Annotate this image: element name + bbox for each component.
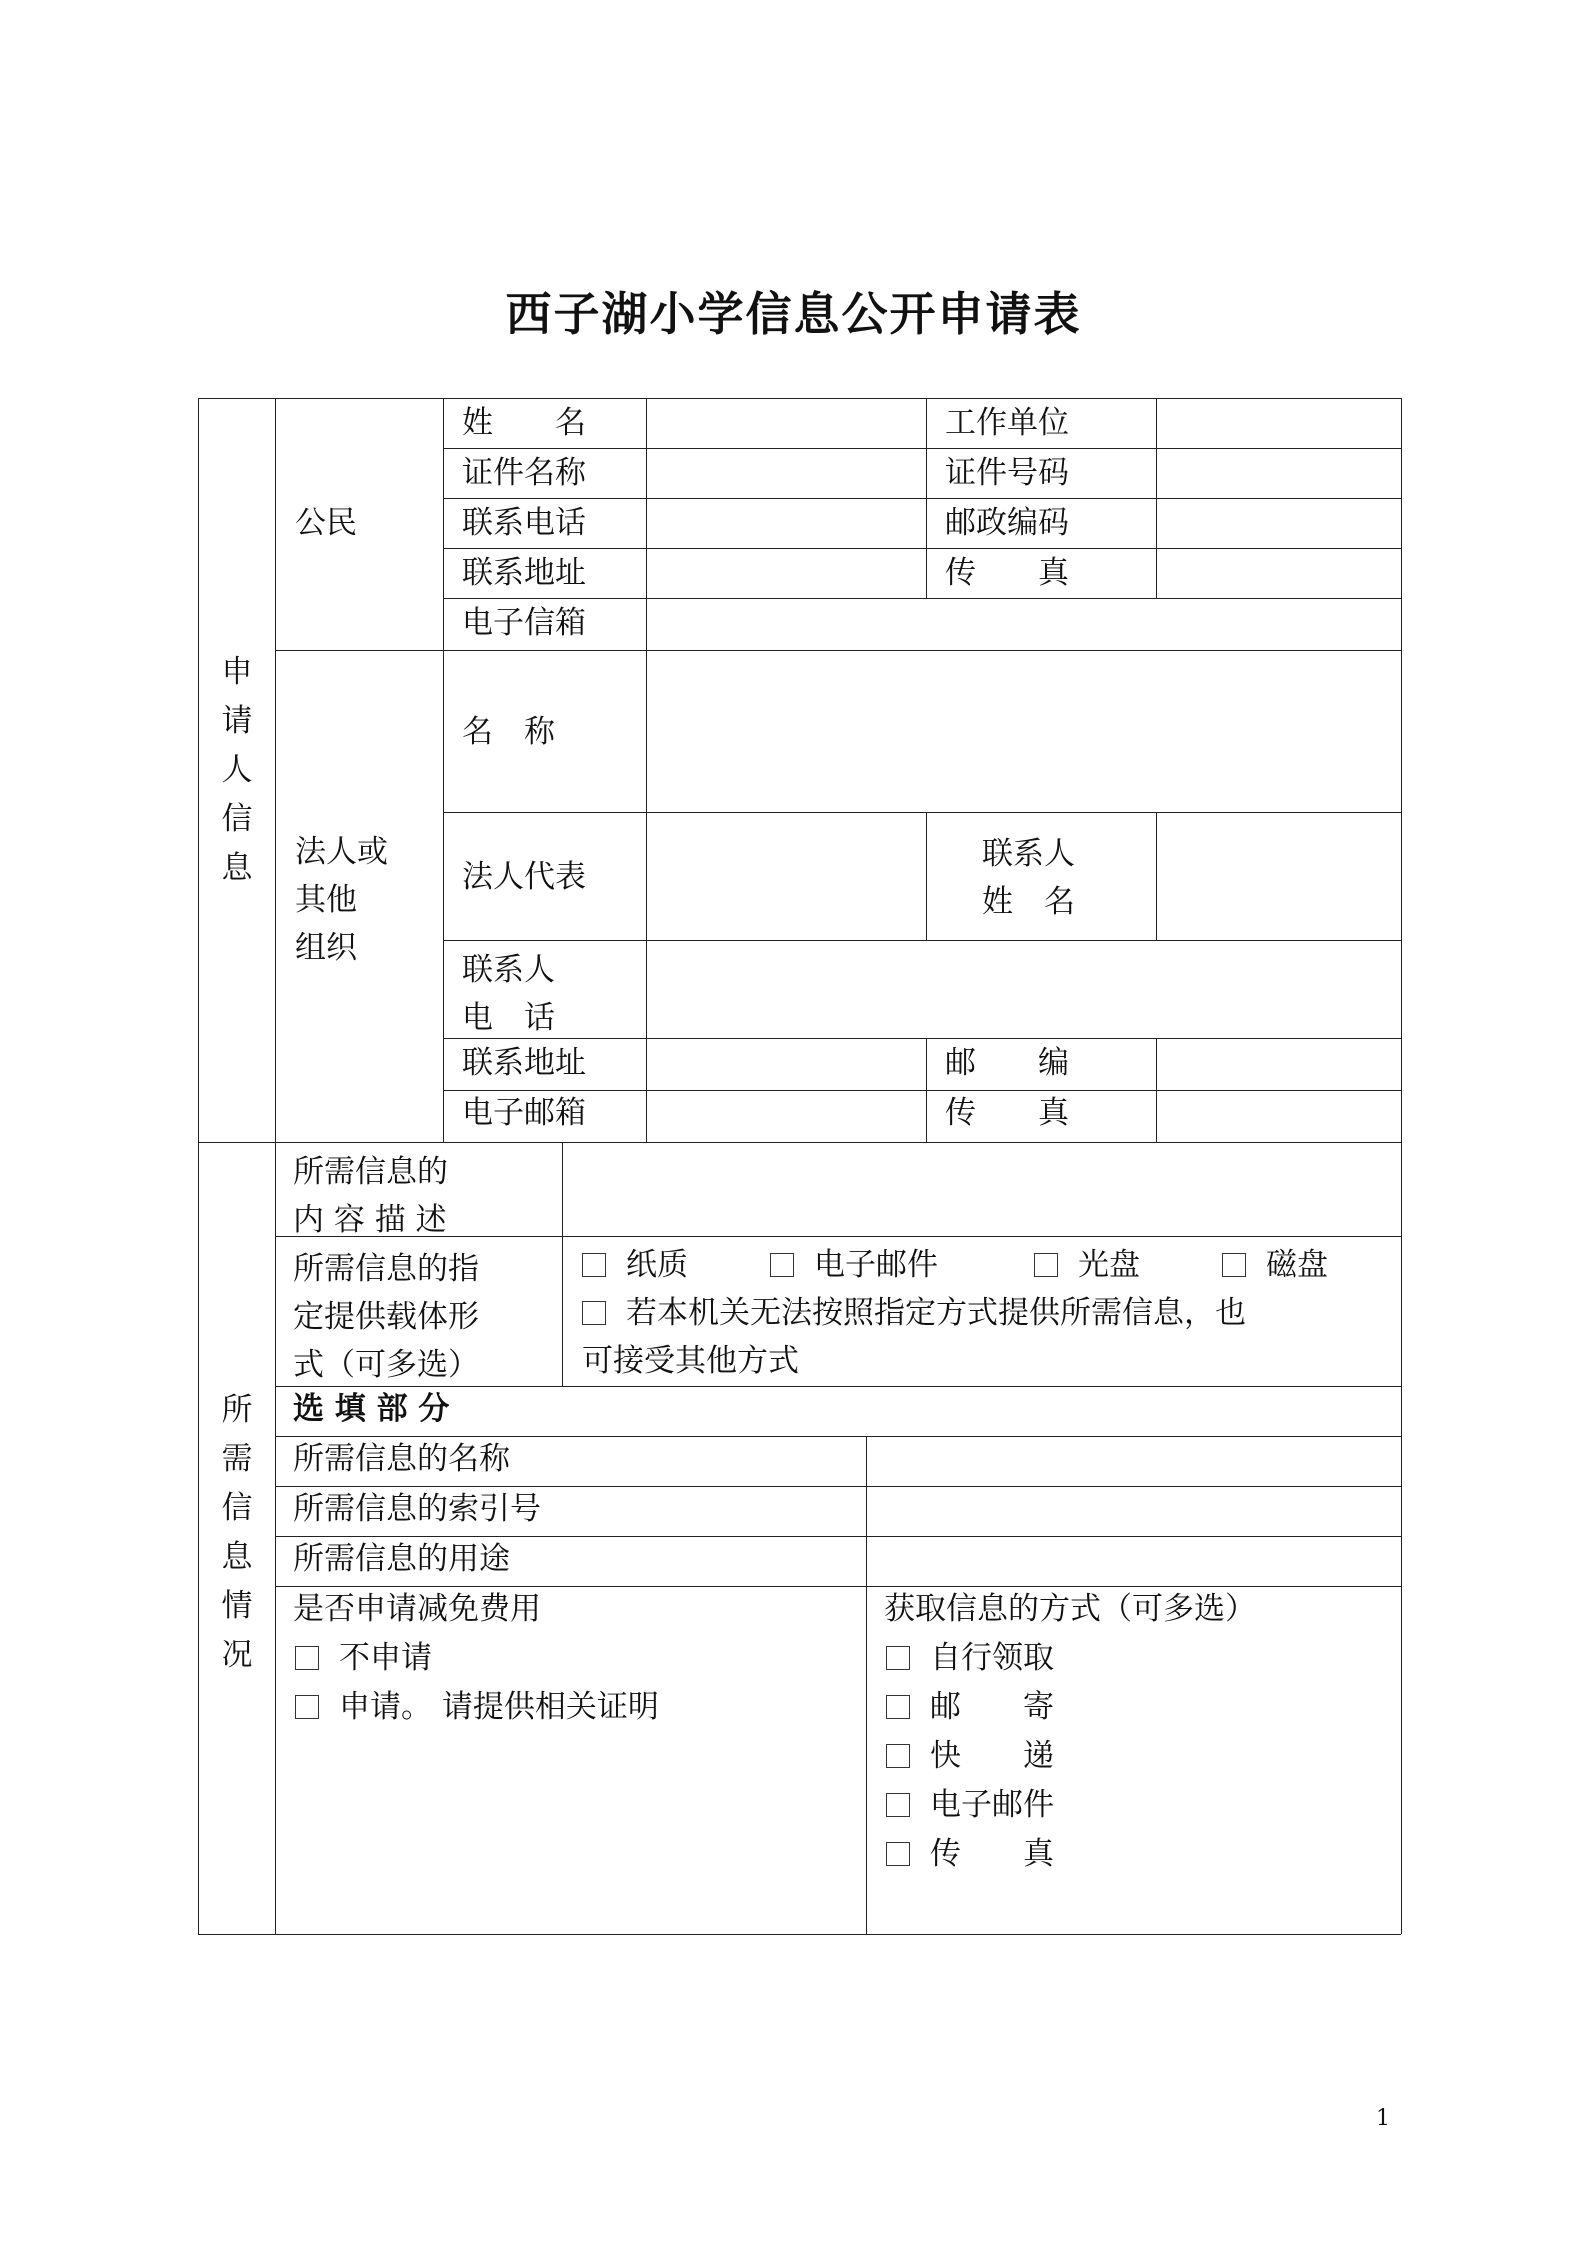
carrier-alternative-line2: 可接受其他方式 (582, 1343, 799, 1379)
fee-option-no[interactable]: 不申请 (295, 1643, 432, 1674)
info-purpose-label: 所需信息的用途 (293, 1541, 510, 1577)
carrier-option-cd[interactable]: 光盘 (1034, 1250, 1140, 1281)
legal-contact-phone-input[interactable] (648, 942, 1399, 1036)
category-divider (443, 398, 444, 1142)
citizen-id-number-input[interactable] (1158, 450, 1399, 496)
method-option-fax[interactable]: 传 真 (886, 1839, 1054, 1870)
citizen-id-name-input[interactable] (648, 450, 924, 496)
checkbox-icon (1034, 1253, 1058, 1277)
table-bottom-border (198, 1934, 1401, 1935)
citizen-work-unit-label: 工作单位 (945, 405, 1069, 441)
citizen-postcode-input[interactable] (1158, 500, 1399, 546)
carrier-option-disk[interactable]: 磁盘 (1222, 1250, 1328, 1281)
legal-entity-label: 法人或 其他 组织 (295, 834, 388, 966)
method-label: 获取信息的方式（可多选） (884, 1591, 1256, 1627)
legal-fax-label: 传 真 (945, 1095, 1069, 1131)
checkbox-icon (582, 1253, 606, 1277)
legal-contact-phone-label: 联系人 电 话 (462, 952, 555, 1036)
page-number: 1 (1376, 2106, 1390, 2131)
section-divider (198, 1142, 1401, 1143)
checkbox-icon (886, 1744, 910, 1768)
checkbox-icon (886, 1646, 910, 1670)
citizen-fax-label: 传 真 (945, 555, 1069, 591)
legal-org-name-label: 名 称 (462, 714, 555, 750)
checkbox-icon (295, 1646, 319, 1670)
legal-rep-input[interactable] (648, 814, 924, 938)
checkbox-icon (770, 1253, 794, 1277)
carrier-option-alternative[interactable]: 若本机关无法按照指定方式提供所需信息，也 (582, 1298, 1246, 1329)
label-column-divider (275, 398, 276, 1934)
applicant-section-label: 申 请 人 信 息 (221, 654, 253, 886)
info-name-label: 所需信息的名称 (293, 1441, 510, 1477)
checkbox-icon (1222, 1253, 1246, 1277)
checkbox-icon (886, 1793, 910, 1817)
method-option-mail[interactable]: 邮 寄 (886, 1692, 1054, 1723)
legal-fax-input[interactable] (1158, 1092, 1399, 1140)
legal-contact-name-input[interactable] (1158, 814, 1399, 938)
carrier-option-paper[interactable]: 纸质 (582, 1250, 688, 1281)
citizen-email-label: 电子信箱 (462, 605, 586, 641)
table-right-border (1401, 398, 1402, 1934)
checkbox-icon (886, 1695, 910, 1719)
citizen-fax-input[interactable] (1158, 550, 1399, 596)
info-index-label: 所需信息的索引号 (293, 1491, 541, 1527)
citizen-id-name-label: 证件名称 (462, 455, 586, 491)
citizen-email-input[interactable] (648, 600, 1399, 648)
citizen-phone-input[interactable] (648, 500, 924, 546)
legal-email-label: 电子邮箱 (462, 1095, 586, 1131)
optional-section-header: 选 填 部 分 (293, 1391, 450, 1427)
legal-postcode-label: 邮 编 (945, 1045, 1069, 1081)
checkbox-icon (886, 1842, 910, 1866)
fee-option-yes[interactable]: 申请。 请提供相关证明 (295, 1692, 659, 1723)
citizen-work-unit-input[interactable] (1158, 400, 1399, 446)
carrier-option-email[interactable]: 电子邮件 (770, 1250, 938, 1281)
citizen-phone-label: 联系电话 (462, 505, 586, 541)
page-title: 西子湖小学信息公开申请表 (505, 287, 1082, 341)
fee-waiver-label: 是否申请减免费用 (293, 1591, 541, 1627)
legal-rep-label: 法人代表 (462, 859, 586, 895)
content-desc-label: 所需信息的 内 容 描 述 (293, 1154, 448, 1238)
citizen-id-number-label: 证件号码 (945, 455, 1069, 491)
citizen-name-label: 姓 名 (462, 405, 586, 441)
citizen-address-input[interactable] (648, 550, 924, 596)
method-option-self-pickup[interactable]: 自行领取 (886, 1643, 1054, 1674)
citizen-label: 公民 (295, 505, 357, 541)
legal-org-name-input[interactable] (648, 652, 1399, 810)
checkbox-icon (295, 1695, 319, 1719)
legal-email-input[interactable] (648, 1092, 924, 1140)
citizen-postcode-label: 邮政编码 (945, 505, 1069, 541)
citizen-name-input[interactable] (648, 400, 924, 446)
legal-address-input[interactable] (648, 1040, 924, 1088)
table-top-border (198, 398, 1401, 399)
carrier-label: 所需信息的指 定提供载体形 式（可多选） (293, 1251, 479, 1383)
info-name-input[interactable] (868, 1438, 1399, 1484)
info-index-input[interactable] (868, 1488, 1399, 1534)
info-section-label: 所 需 信 息 情 况 (221, 1392, 253, 1673)
info-purpose-input[interactable] (868, 1538, 1399, 1584)
legal-contact-name-label: 联系人 姓 名 (982, 836, 1075, 920)
checkbox-icon (582, 1301, 606, 1325)
legal-postcode-input[interactable] (1158, 1040, 1399, 1088)
table-left-border (198, 398, 199, 1934)
method-option-express[interactable]: 快 递 (886, 1741, 1054, 1772)
citizen-address-label: 联系地址 (462, 555, 586, 591)
legal-address-label: 联系地址 (462, 1045, 586, 1081)
content-desc-input[interactable] (564, 1144, 1399, 1234)
method-option-email[interactable]: 电子邮件 (886, 1790, 1054, 1821)
field-label-divider (646, 398, 647, 1142)
